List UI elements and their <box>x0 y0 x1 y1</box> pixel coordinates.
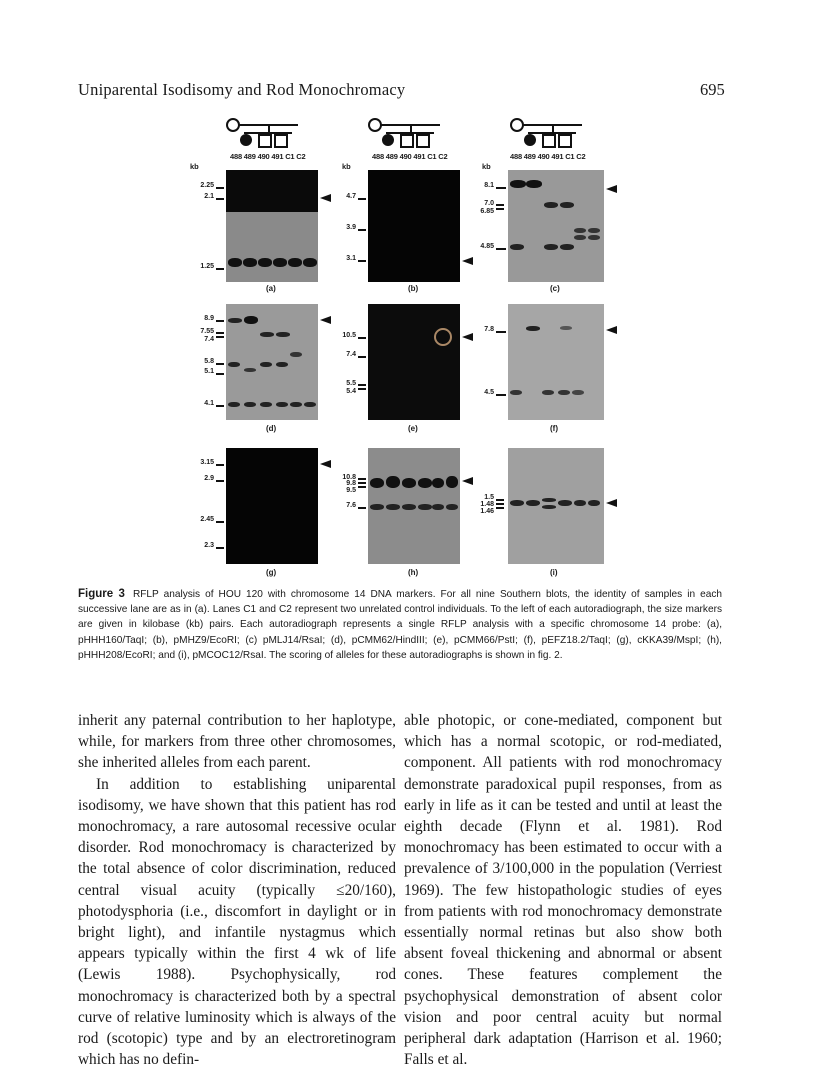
panel-f: 7.8 4.5 (f) <box>474 304 620 439</box>
panel-label: (g) <box>266 568 277 577</box>
figure-caption <box>78 587 722 663</box>
panel-label: (c) <box>550 284 560 293</box>
blot-d <box>226 304 318 420</box>
panel-g: 3.15 2.9 2.45 2.3 (g) <box>190 448 330 582</box>
body-column-right <box>404 710 722 1070</box>
panel-b: 488 489 490 491 C1 C2 kb 4.7 3.9 3.1 (b) <box>332 112 472 292</box>
pedigree <box>368 112 458 152</box>
kb-label: kb <box>482 162 491 171</box>
panel-a: 488 489 490 491 C1 C2 kb 2.25 2.1 1.25 (a) <box>190 112 330 292</box>
blot-b <box>368 170 460 282</box>
arrow-marker <box>606 185 617 193</box>
arrow-marker <box>606 499 617 507</box>
figure-3-autoradiographs <box>190 112 620 582</box>
arrow-marker <box>320 460 331 468</box>
panel-label: (i) <box>550 568 558 577</box>
panel-label: (e) <box>408 424 418 433</box>
kb-label: kb <box>190 162 199 171</box>
paragraph: inherit any paternal contribution to her haplotype, while, for markers from three other chromosomes, she inherited alleles from each parent. <box>78 712 396 772</box>
pedigree <box>510 112 600 152</box>
panel-h: 10.8 9.8 9.5 7.6 (h) <box>332 448 472 582</box>
arrow-marker <box>320 316 331 324</box>
blot-g <box>226 448 318 564</box>
panel-e: 10.5 7.4 5.5 5.4 (e) <box>332 304 472 439</box>
arrow-marker <box>606 326 617 334</box>
brother-symbol <box>258 134 272 148</box>
page-number: 695 <box>700 80 725 99</box>
blot-h <box>368 448 460 564</box>
arrow-marker <box>462 477 473 485</box>
paragraph: In addition to establishing uniparental isodisomy, we have shown that this patient has rod monochromacy, a rare autosomal recessive ocular disorder. Rod monochromacy is characterized by the total absence of color discrimination, reduced central visual acuity (typically ≤20/160), photodysphoria (i.e., discomfort in daylight or in bright light), and infantile nystagmus which appears typically within the first 4 wk of life (Lewis 1988). Psychophysically, rod monochromacy is characterized both by a spectral curve of relative luminosity which is always of the rod (scotopic) type and by an electroretinogram which has no defin- <box>78 775 396 1069</box>
kb-label: kb <box>342 162 351 171</box>
blot-e <box>368 304 460 420</box>
blot-c <box>508 170 604 282</box>
proband-symbol <box>240 134 252 146</box>
running-header-title: Uniparental Isodisomy and Rod Monochromacy <box>78 80 406 99</box>
panel-label: (d) <box>266 424 277 433</box>
father-symbol <box>274 134 288 148</box>
arrow-marker <box>462 257 473 265</box>
lane-labels: 488 489 490 491 C1 C2 <box>510 152 586 161</box>
panel-label: (b) <box>408 284 419 293</box>
paragraph: able photopic, or cone-mediated, component but which has a normal scotopic, or rod-mediated, component. All patients with rod monochromacy demonstrate paradoxical pupil responses, from as early in life as it can be tested and until at least the eighth decade (Flynn et al. 1981). Rod monochromacy has been estimated to occur with a prevalence of 3/100,000 in the population (Verriest 1969). The few histopathologic studies of eyes from patients with rod monochromacy demonstrate essentially normal retinas but also show both absent foveal thickening and abnormal or absent cones. These features complement the psychophysical demonstration of absent color vision and poor central acuity but normal peripheral dark adaptation (Harrison et al. 1960; Falls et al. <box>404 712 722 1069</box>
body-column-left <box>78 710 396 1070</box>
pedigree <box>226 112 316 152</box>
panel-c: 488 489 490 491 C1 C2 kb 8.1 7.0 6.85 4.85 (c) <box>474 112 620 292</box>
panel-label: (h) <box>408 568 419 577</box>
lane-labels: 488 489 490 491 C1 C2 <box>372 152 448 161</box>
blot-f <box>508 304 604 420</box>
panel-i: 1.5 1.48 1.46 (i) <box>474 448 620 582</box>
blot-i <box>508 448 604 564</box>
arrow-marker <box>462 333 473 341</box>
panel-label: (f) <box>550 424 558 433</box>
lane-labels: 488 489 490 491 C1 C2 <box>230 152 306 161</box>
caption-text: RFLP analysis of HOU 120 with chromosome 14 DNA markers. For all nine Southern blots, the identity of samples in each successive lane are as in (a). Lanes C1 and C2 represent two unrelated control individuals. To the left of each autoradiograph, the size markers are given in kilobase (kb) pairs. Each autoradiograph represents a single RFLP analysis with a specific chromosome 14 probe: (a), pHHH160/TaqI; (b), pMHZ9/EcoRI; (c) pMLJ14/RsaI; (d), pCMM62/HindIII; (e), pCMM66/PstI; (f), pEFZ18.2/TaqI; (g), cKKA39/MspI; (h), pHHH208/EcoRI; and (i), pMCOC12/RsaI. The scoring of alleles for these autoradiographs is shown in fig. 2. <box>78 589 722 661</box>
panel-d: 8.9 7.55 7.4 5.8 5.1 4.1 (d) <box>190 304 330 439</box>
blot-a <box>226 170 318 282</box>
panel-label: (a) <box>266 284 276 293</box>
figure-label: Figure 3 <box>78 588 125 600</box>
